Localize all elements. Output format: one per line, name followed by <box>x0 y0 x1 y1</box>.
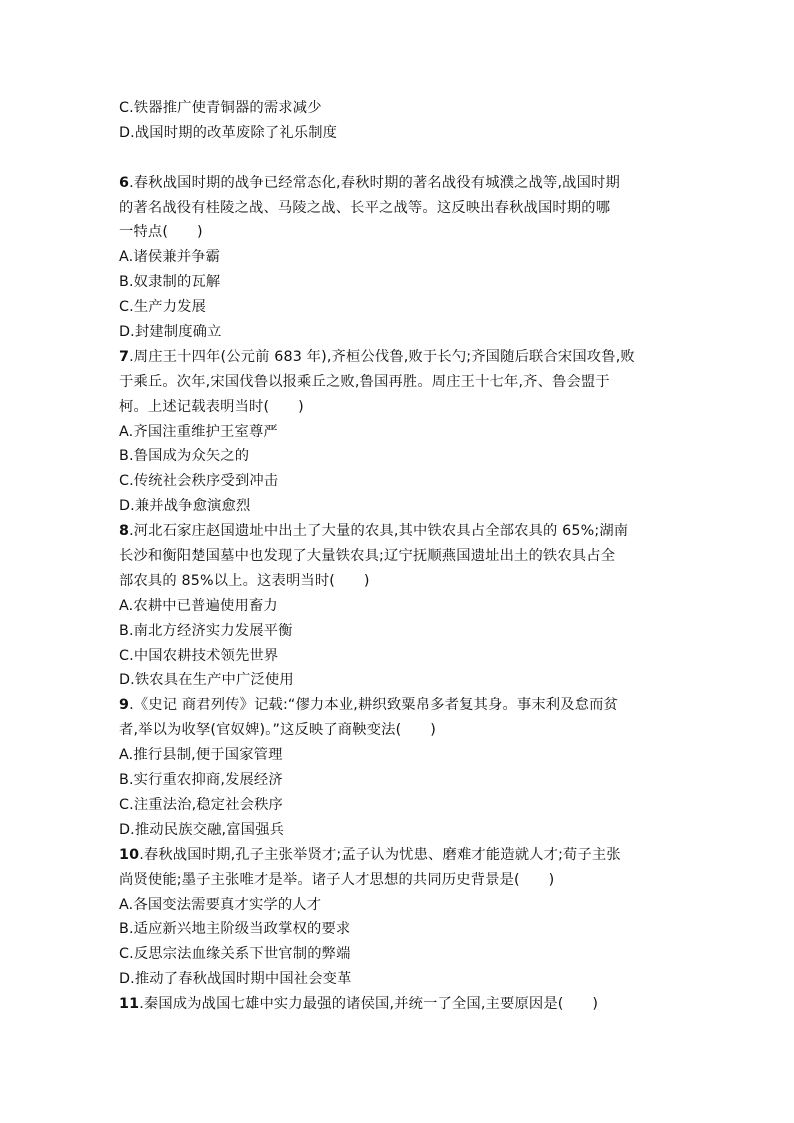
q6-number: 6 <box>119 174 130 191</box>
q5-option-b: C.铁器推广使青铜器的需求减少 <box>119 100 322 116</box>
q10-stem-line-2: 尚贤使能;墨子主张唯才是举。诸子人才思想的共同历史背景是( ) <box>119 871 555 888</box>
q6-stem-line-3: 一特点( ) <box>119 224 203 241</box>
q10-stem-line-1 <box>119 843 679 868</box>
q8-option-c: C.中国农耕技术领先世界 <box>119 647 279 664</box>
q6-option-a: A.诸侯兼并争霸 <box>119 249 221 266</box>
q11-stem-line-1 <box>119 992 679 1017</box>
q5-option-d <box>119 146 679 171</box>
q9-stem-text-1: .《史记 商君列传》记载:“僇力本业,耕织致粟帛多者复其身。事末利及怠而贫 <box>129 697 619 714</box>
q6-stem-text-1: .春秋战国时期的战争已经常态化,春秋时期的著名战役有城濮之战等,战国时期 <box>129 174 620 191</box>
q7-option-b: B.鲁国成为众矢之的 <box>119 448 250 465</box>
q9-option-c: C.注重法治,稳定社会秩序 <box>119 796 283 813</box>
q6-stem-line-2: 的著名战役有桂陵之战、马陵之战、长平之战等。这反映出春秋战国时期的哪 <box>119 199 611 216</box>
q10-number: 10 <box>119 846 140 863</box>
q8-option-a: A.农耕中已普遍使用畜力 <box>119 597 278 614</box>
q9-option-b: B.实行重农抑商,发展经济 <box>119 772 283 789</box>
q10-stem-text-1: .春秋战国时期,孔子主张举贤才;孟子认为忧患、磨难才能造就人才;荀子主张 <box>139 846 621 863</box>
q10-option-d: D.推动了春秋战国时期中国社会变革 <box>119 971 352 988</box>
q9-option-d: D.推动民族交融,富国强兵 <box>119 821 285 838</box>
q10-option-b: B.适应新兴地主阶级当政掌权的要求 <box>119 921 351 938</box>
q7-option-c: C.传统社会秩序受到冲击 <box>119 473 279 490</box>
q7-stem-line-1 <box>119 345 679 370</box>
q9-number: 9 <box>119 697 130 714</box>
q9-stem-line-2: 者,举以为收孥(官奴婢)。”这反映了商鞅变法( ) <box>119 722 436 739</box>
q11-stem-text-1: .秦国成为战国七雄中实力最强的诸侯国,并统一了全国,主要原因是( ) <box>139 996 599 1013</box>
q10-option-a: A.各国变法需要真才实学的人才 <box>119 896 322 913</box>
q8-option-b: B.南北方经济实力发展平衡 <box>119 622 293 639</box>
q10-option-c: C.反思宗法血缘关系下世官制的弊端 <box>119 946 351 963</box>
q6-option-d: D.封建制度确立 <box>119 324 222 341</box>
q8-stem-line-2: 长沙和衡阳楚国墓中也发现了大量铁农具;辽宁抚顺燕国遗址出土的铁农具占全 <box>119 548 616 565</box>
q8-stem-line-3: 部农具的 85%以上。这表明当时( ) <box>119 572 370 589</box>
q11-number: 11 <box>119 996 140 1013</box>
q8-number: 8 <box>119 523 130 540</box>
q7-stem-line-2: 于乘丘。次年,宋国伐鲁以报乘丘之败,鲁国再胜。周庄王十七年,齐、鲁会盟于 <box>119 373 610 390</box>
q6-option-c: C.生产力发展 <box>119 299 207 316</box>
q8-stem-text-1: .河北石家庄赵国遗址中出土了大量的农具,其中铁农具占全部农具的 65%;湖南 <box>129 523 629 540</box>
q6-option-b: B.奴隶制的瓦解 <box>119 274 221 291</box>
q8-option-d: D.铁农具在生产中广泛使用 <box>119 672 294 689</box>
q7-option-a: A.齐国注重维护王室尊严 <box>119 423 278 440</box>
q7-stem-line-3: 柯。上述记载表明当时( ) <box>119 398 304 415</box>
q9-option-a: A.推行县制,便于国家管理 <box>119 747 283 764</box>
q9-stem-line-1 <box>119 693 679 718</box>
q6-stem-line-1 <box>119 171 679 196</box>
q7-option-d: D.兼并战争愈演愈烈 <box>119 498 251 515</box>
q8-stem-line-1 <box>119 519 679 544</box>
q5-option-c: D.战国时期的改革废除了礼乐制度 <box>119 124 338 141</box>
q7-number: 7 <box>119 348 130 365</box>
document-page <box>119 96 679 1017</box>
q7-stem-text-1: .周庄王十四年(公元前 683 年),齐桓公伐鲁,败于长勺;齐国随后联合宋国攻鲁,败 <box>129 348 635 365</box>
